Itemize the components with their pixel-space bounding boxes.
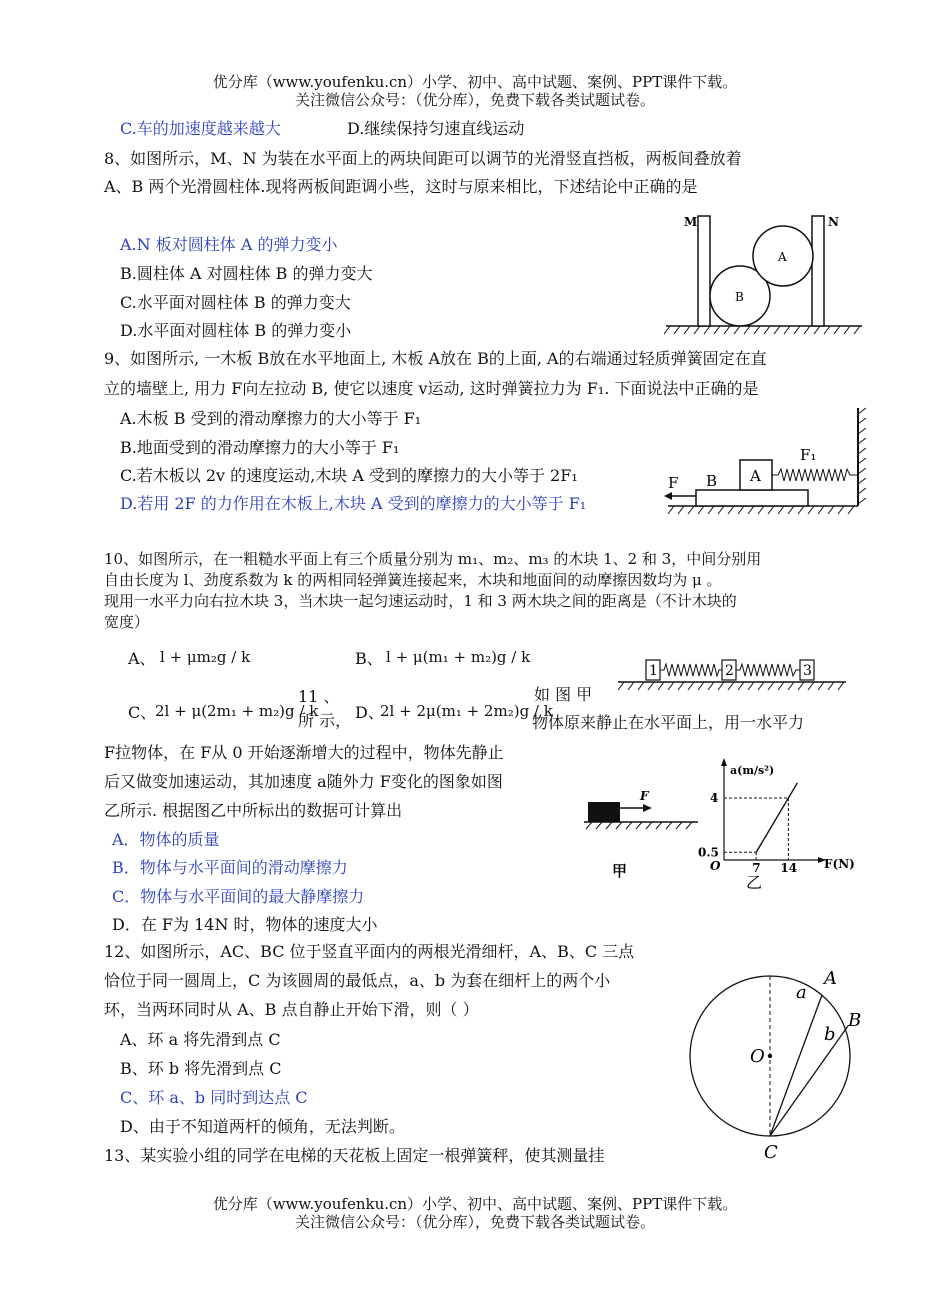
q11-jia-ground — [584, 822, 698, 829]
q10-option-c-expr: 2l + μ(2m₁ + m₂)g / k — [155, 702, 319, 720]
q8-option-d: D.水平面对圆柱体 B 的弹力变小 — [120, 321, 352, 340]
q11-xtick-label: 14 — [780, 861, 798, 875]
q10-label-3: 3 — [803, 663, 812, 679]
q10-option-b-label: B、 — [355, 649, 383, 668]
q9-option-c: C.若木板以 2v 的速度运动,木块 A 受到的摩擦力的大小等于 2F₁ — [120, 466, 578, 485]
q11-stem-line-4: 乙所示. 根据图乙中所标出的数据可计算出 — [104, 801, 403, 820]
q11-option-c: C．物体与水平面间的最大静摩擦力 — [112, 887, 365, 906]
q10-spring-2 — [736, 664, 800, 676]
q12-rod-ac — [770, 995, 822, 1136]
q8-label-b: B — [735, 290, 744, 304]
q12-option-c: C、环 a、b 同时到达点 C — [120, 1088, 308, 1107]
q9-option-b: B.地面受到的滑动摩擦力的大小等于 F₁ — [120, 438, 400, 457]
footer-line-2: 关注微信公众号：（优分库），免费下载各类试题试卷。 — [294, 1213, 655, 1231]
q10-option-c-label: C、 — [128, 703, 157, 722]
q11-figure-jia — [582, 784, 702, 880]
q9-label-b: B — [706, 472, 718, 490]
q10-option-d-expr: 2l + 2μ(m₁ + 2m₂)g / k — [380, 702, 553, 720]
q11-y-axis — [721, 758, 727, 860]
q12-label-c-point: C — [764, 1142, 778, 1162]
q10-stem-line-2: 自由长度为 l、劲度系数为 k 的两相同轻弹簧连接起来，木块和地面间的动摩擦因数均为 μ 。 — [104, 571, 722, 589]
header-line-2: 关注微信公众号：（优分库），免费下载各类试题试卷。 — [294, 91, 655, 109]
q11-force-arrow — [620, 804, 652, 812]
q8-plate-n — [812, 216, 824, 326]
footer-line-1: 优分库（www.youfenku.cn）小学、初中、高中试题、案例、PPT课件下载。 — [212, 1195, 738, 1213]
q11-figure-yi — [696, 756, 866, 892]
q10-option-d-label: D、 — [355, 703, 384, 722]
q8-stem-line-1: 8、如图所示，M、N 为装在水平面上的两块间距可以调节的光滑竖直挡板，两板间叠放着 — [104, 149, 742, 168]
q8-option-a: A.N 板对圆柱体 A 的弹力变小 — [120, 235, 338, 254]
q11-xtick-label: 7 — [752, 861, 761, 875]
q12-stem-line-3: 环，当两环同时从 A、B 点自静止开始下滑，则（ ） — [104, 1000, 479, 1019]
q11-stem-line-3: 后又做变加速运动，其加速度 a随外力 F变化的图象如图 — [104, 772, 503, 791]
q11-yi-caption: 乙 — [746, 873, 763, 892]
q9-label-a: A — [750, 467, 761, 485]
q10-stem-line-4: 宽度） — [104, 613, 150, 631]
q10-option-a-expr: l + μm₂g / k — [160, 648, 251, 666]
q12-option-b: B、环 b 将先滑到点 C — [120, 1059, 282, 1078]
q8-option-c: C.水平面对圆柱体 B 的弹力变大 — [120, 293, 351, 312]
q8-ground — [664, 326, 862, 334]
q11-stem-line-2: F拉物体，在 F从 0 开始逐渐增大的过程中，物体先静止 — [104, 743, 504, 762]
q10-option-b-expr: l + μ(m₁ + m₂)g / k — [386, 648, 531, 666]
q7-option-d: D.继续保持匀速直线运动 — [347, 119, 525, 138]
q10-ground — [618, 682, 846, 690]
q9-stem-line-2: 立的墙壁上, 用力 F向左拉动 B, 使它以速度 v运动, 这时弹簧拉力为 F₁. 下面说法中正确的是 — [104, 379, 759, 398]
q12-stem-line-2: 恰位于同一圆周上，C 为该圆周的最低点，a、b 为套在细杆上的两个小 — [104, 971, 611, 990]
q12-label-ring-b: b — [824, 1024, 836, 1045]
q13-stem-line-1: 13、某实验小组的同学在电梯的天花板上固定一根弹簧秤，使其测量挂 — [104, 1146, 605, 1165]
q11-x-axis-label: F(N) — [824, 857, 855, 871]
q11-origin-label: O — [710, 859, 721, 873]
q12-label-o: O — [750, 1046, 765, 1067]
q11-option-a: A．物体的质量 — [112, 830, 220, 849]
q10-figure — [616, 654, 848, 694]
q8-label-n: N — [828, 215, 839, 229]
q11-intro-fig: 如 图 甲 — [534, 685, 593, 704]
q11-intro-suffix: 所 示， — [298, 711, 352, 730]
q9-option-a: A.木板 B 受到的滑动摩擦力的大小等于 F₁ — [120, 409, 422, 428]
q10-stem-line-1: 10、如图所示，在一粗糙水平面上有三个质量分别为 m₁、m₂、m₃ 的木块 1、2 和 3，中间分别用 — [104, 550, 762, 568]
q12-option-a: A、环 a 将先滑到点 C — [120, 1030, 281, 1049]
q9-spring — [772, 469, 858, 481]
q8-figure — [664, 210, 864, 342]
q12-stem-line-1: 12、如图所示，AC、BC 位于竖直平面内的两根光滑细杆，A、B、C 三点 — [104, 942, 635, 961]
q10-label-2: 2 — [725, 663, 734, 679]
q8-plate-m — [698, 216, 710, 326]
q10-stem-line-3: 现用一水平力向右拉木块 3，当木块一起匀速运动时，1 和 3 两木块之间的距离是（不计木块的 — [104, 592, 737, 610]
q11-intro-number: 11 、 — [298, 687, 340, 706]
q11-ytick-label: 4 — [710, 791, 719, 805]
q9-stem-line-1: 9、如图所示, 一木板 B放在水平地面上, 木板 A放在 B的上面, A的右端通过轻质弹簧固定在直 — [104, 349, 767, 368]
q11-option-d: D．在 F为 14N 时，物体的速度大小 — [112, 915, 378, 934]
q11-data-line — [756, 783, 797, 852]
q9-ground — [668, 506, 858, 514]
q10-option-a-label: A、 — [128, 649, 156, 668]
q11-y-axis-label: a(m/s²) — [730, 764, 775, 777]
q11-stem-line-1: 物体原来静止在水平面上，用一水平力 — [532, 713, 805, 732]
q10-spring-1 — [660, 664, 722, 676]
q8-stem-line-2: A、B 两个光滑圆柱体.现将两板间距调小些，这时与原来相比，下述结论中正确的是 — [104, 177, 698, 196]
q12-label-ring-a: a — [796, 982, 807, 1003]
q9-label-f: F — [668, 474, 679, 492]
q11-jia-label-f: F — [640, 789, 649, 803]
q9-board-b — [696, 490, 808, 506]
q9-force-arrow — [664, 492, 696, 500]
q9-wall — [858, 408, 866, 506]
q7-option-c: C.车的加速度越来越大 — [120, 119, 281, 138]
q9-option-d: D.若用 2F 的力作用在木板上,木块 A 受到的摩擦力的大小等于 F₁ — [120, 494, 587, 513]
q11-option-b: B．物体与水平面间的滑动摩擦力 — [112, 858, 348, 877]
q9-label-f1: F₁ — [800, 446, 817, 464]
q11-block — [588, 802, 620, 822]
q10-label-1: 1 — [649, 663, 658, 679]
q8-label-m: M — [684, 215, 698, 229]
q12-figure — [684, 962, 874, 1162]
q12-label-b-point: B — [848, 1010, 862, 1031]
q12-rod-bc — [770, 1026, 848, 1136]
q11-ytick-label: 0.5 — [698, 845, 719, 860]
q8-option-b: B.圆柱体 A 对圆柱体 B 的弹力变大 — [120, 264, 373, 283]
q9-figure — [660, 404, 870, 520]
q8-label-a: A — [778, 250, 787, 264]
header-line-1: 优分库（www.youfenku.cn）小学、初中、高中试题、案例、PPT课件下载。 — [212, 73, 738, 91]
q11-jia-caption: 甲 — [612, 862, 628, 880]
q11-x-axis — [724, 857, 826, 863]
q12-center-dot — [768, 1054, 772, 1058]
q12-label-a-point: A — [824, 968, 837, 989]
q12-option-d: D、由于不知道两杆的倾角，无法判断。 — [120, 1117, 405, 1136]
